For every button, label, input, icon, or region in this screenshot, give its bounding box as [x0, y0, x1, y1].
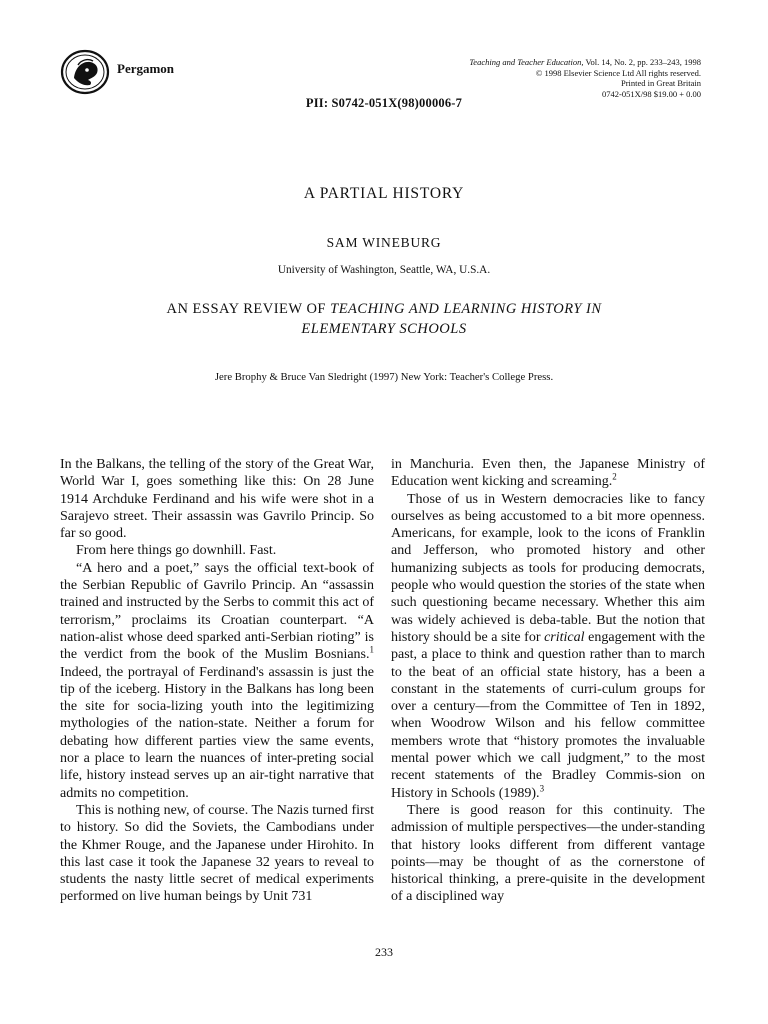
paragraph: In the Balkans, the telling of the story of the Great War, World War I, goes something like this: On 28 June 1914 Archduke Ferdinand and his wife were shot in a Sarajevo street. Their assassin was Gavrilo Princip. So far so good. — [60, 457, 374, 542]
journal-citation — [401, 57, 701, 68]
paragraph — [60, 560, 374, 802]
copyright-line: © 1998 Elsevier Science Ltd All rights reserved. — [535, 67, 701, 78]
journal-name: Teaching and Teacher Education, — [469, 57, 584, 67]
paragraph-text: in Manchuria. Even then, the Japanese Ministry of Education went kicking and screaming. — [391, 457, 705, 490]
page-number: 233 — [375, 945, 393, 959]
emphasis-critical: critical — [544, 629, 585, 645]
paragraph-text: engagement with the past, a place to think and question rather than to march to the beat of an official state history, has a been a constant in the statements of curri-culum groups for over a century—from the Committee of Ten in 1892, when Woodrow Wilson and his fellow committee members wrote that “history promotes the invaluable mental power which we call judgment,” to the most recent statements of the Bradley Commis-sion on History in Schools (1989). — [391, 629, 705, 801]
author-affiliation: University of Washington, Seattle, WA, U.S.A. — [277, 264, 491, 276]
paragraph-text: “A hero and a poet,” says the official text-book of the Serbian Republic of Gavrilo Princip. An “assassin trained and instructed by the Serbs to commit this act of terrorism,” proclaims its Croatian counterpart. “A nation-alist whose deed sparked anti-Serbian rioting” is the verdict from the book of the Muslim Bosnians. — [60, 560, 374, 663]
article-title: A PARTIAL HISTORY — [303, 185, 465, 202]
author-name: SAM WINEBURG — [326, 235, 442, 250]
footnote-marker: 2 — [612, 471, 617, 482]
pii-identifier: PII: S0742-051X(98)00006-7 — [305, 96, 463, 110]
price-line: 0742-051X/98 $19.00 + 0.00 — [602, 88, 701, 99]
footnote-marker: 3 — [539, 782, 545, 793]
publisher-name: Pergamon — [117, 61, 175, 76]
body-column-left — [60, 456, 374, 906]
paragraph — [391, 491, 705, 802]
reviewed-work-citation: Jere Brophy & Bruce Van Sledright (1997) New York: Teacher's College Press. — [214, 371, 554, 383]
book-title-line2: ELEMENTARY SCHOOLS — [301, 321, 467, 337]
essay-review-heading — [90, 299, 678, 339]
paragraph-text: Those of us in Western democracies like to fancy ourselves as being accustomed to a bit more openness. Americans, for example, look to the icons of Franklin and Jefferson, who promoted history and other humanizing subjects as tools for producing democrats, people who would question the stories of the state when such questioning became necessary. Whether this aim was widely achieved is deba-table. But the notion that history should be a site for — [391, 491, 705, 645]
volume-pages: Vol. 14, No. 2, pp. 233–243, 1998 — [583, 57, 701, 67]
book-title-line1: TEACHING AND LEARNING HISTORY IN — [330, 301, 602, 317]
paragraph-text: Indeed, the portrayal of Ferdinand's assassin is just the tip of the iceberg. History in the Balkans has long been the site for socia-lizing youth into the legitimizing mythologies of the nation-state. Neither a forum for debating how different parties view the same events, nor a place to learn the nuances of inter-preting social life, history instead serves up an air-tight narrative that admits no competition. — [60, 664, 374, 801]
paragraph: There is good reason for this continuity. The admission of multiple perspectives—the under-standing that history looks different from different vantage points—may be thought of as the cornerstone of historical thinking, a prere-quisite in the development of a disciplined way — [391, 802, 705, 905]
paragraph: This is nothing new, of course. The Nazis turned first to history. So did the Soviets, the Cambodians under the Khmer Rouge, and the Japanese under Hirohito. In this last case it took the Japanese 32 years to reveal to students the nasty little secret of medical experiments performed on live human beings by Unit 731 — [60, 802, 374, 905]
body-column-right — [391, 456, 705, 906]
pergamon-logo-icon — [60, 48, 112, 96]
paragraph — [391, 456, 705, 491]
citation-block — [401, 57, 701, 99]
essay-prefix: AN ESSAY REVIEW OF — [166, 301, 331, 317]
paragraph: From here things go downhill. Fast. — [76, 543, 277, 559]
footnote-marker: 1 — [369, 644, 374, 655]
printed-line: Printed in Great Britain — [620, 78, 701, 89]
